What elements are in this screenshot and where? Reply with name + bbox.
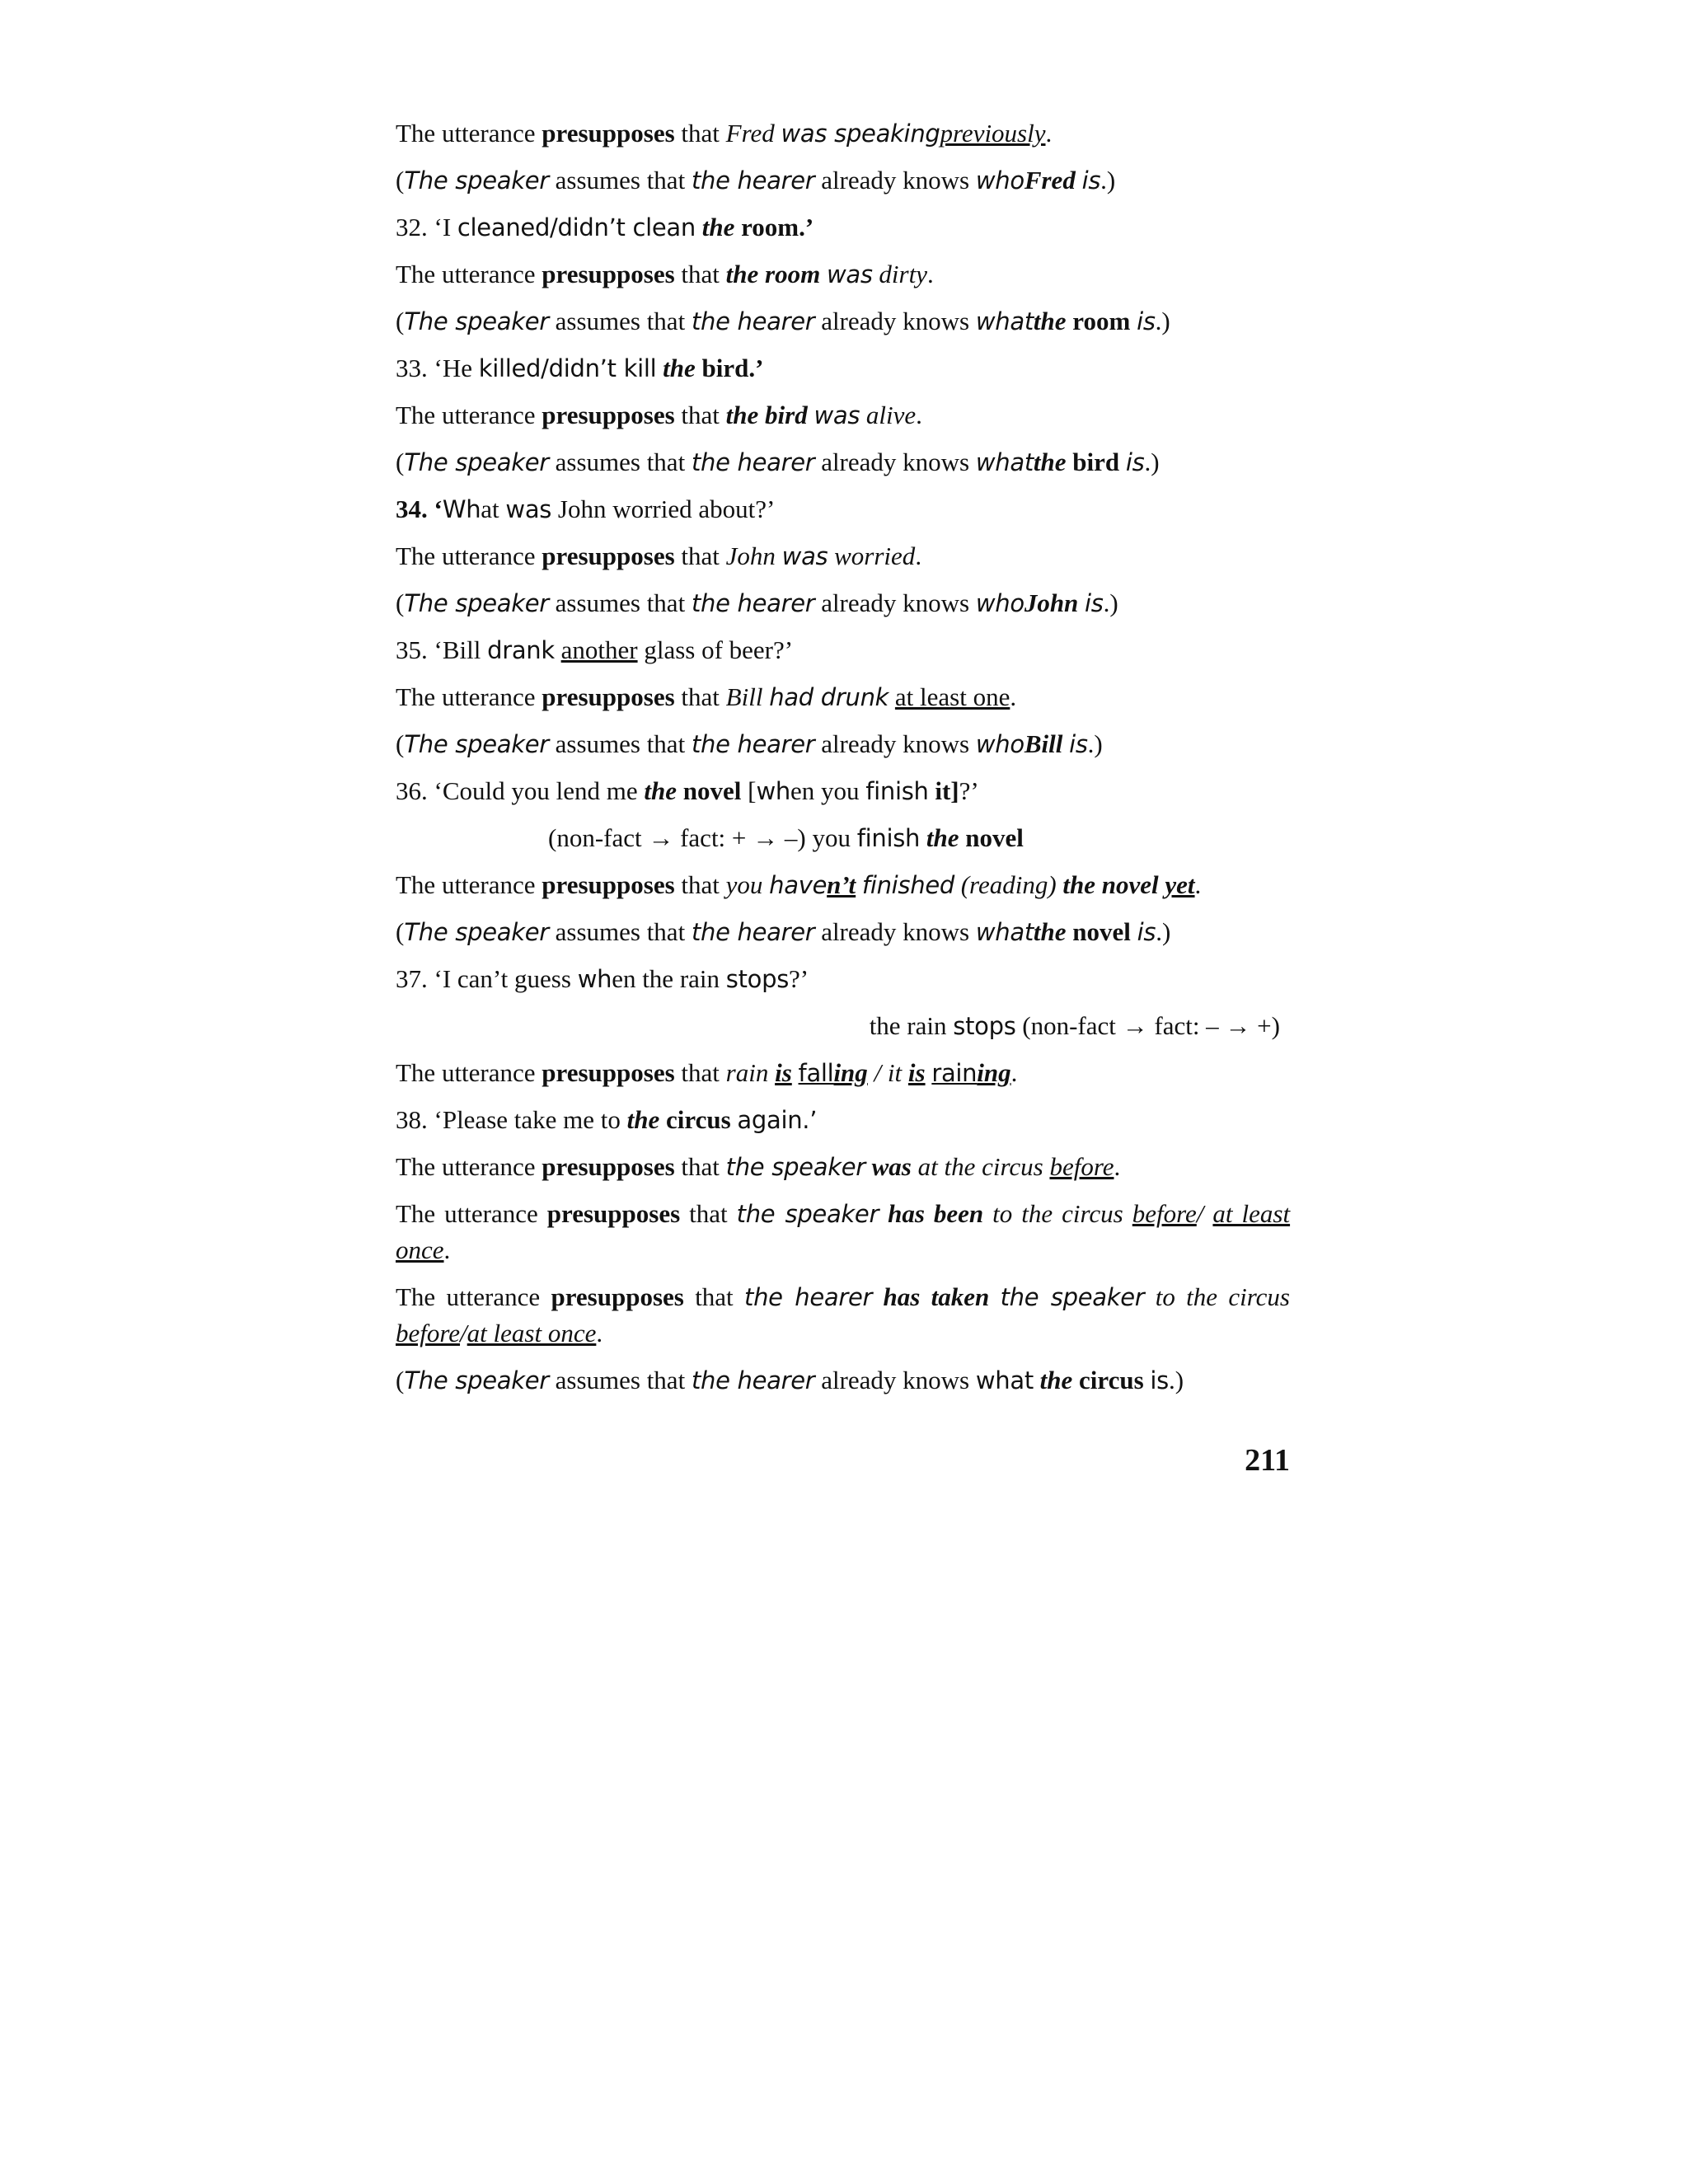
- text: .: [1114, 1152, 1121, 1181]
- text: .): [1155, 307, 1170, 335]
- text: .): [1169, 1366, 1184, 1394]
- text: was speaking: [781, 120, 940, 148]
- keyword-presupposes: presupposes: [542, 870, 675, 899]
- text: rain: [931, 1059, 978, 1087]
- text: dirty: [879, 260, 927, 288]
- text: the room: [725, 260, 821, 288]
- keyword-presupposes: presupposes: [542, 1058, 675, 1087]
- text: the hearer: [691, 448, 815, 476]
- example-33: [396, 350, 1290, 387]
- keyword-presupposes: presupposes: [542, 1152, 675, 1181]
- text: Fred: [1024, 166, 1076, 194]
- text: the: [663, 354, 696, 382]
- text: 32. ‘I: [396, 213, 452, 241]
- text: the hearer: [691, 918, 815, 946]
- text: is: [1150, 1366, 1169, 1394]
- text: bird: [701, 354, 749, 382]
- text: already knows: [821, 448, 970, 476]
- text: at least one: [894, 682, 1010, 711]
- text: already knows: [821, 729, 970, 758]
- text: drank: [487, 636, 555, 664]
- text: .: [1045, 119, 1053, 148]
- text: assumes that: [555, 166, 686, 194]
- text: .): [1087, 729, 1103, 758]
- text: the hearer: [691, 730, 815, 758]
- text: the hearer: [691, 166, 815, 194]
- text: is: [1137, 307, 1156, 335]
- text: the speaker: [1000, 1283, 1145, 1311]
- text: is: [1085, 589, 1104, 617]
- example-34: [396, 491, 1290, 527]
- keyword-presupposes: presupposes: [546, 1199, 681, 1228]
- text: The speaker: [404, 1366, 549, 1394]
- text: 35. ‘Bill: [396, 635, 481, 664]
- text: what: [975, 307, 1034, 335]
- text: room: [1072, 307, 1131, 335]
- text: that: [681, 119, 720, 148]
- text: .: [1010, 682, 1017, 711]
- text: the rain: [869, 1011, 947, 1040]
- text: John worried about?’: [557, 494, 776, 523]
- text: have: [769, 871, 828, 899]
- text: assumes that: [555, 448, 686, 476]
- text: The speaker: [404, 166, 549, 194]
- keyword-presupposes: presupposes: [542, 682, 675, 711]
- text: fall: [798, 1059, 834, 1087]
- text: at least once: [467, 1319, 597, 1347]
- text: what: [975, 1366, 1034, 1394]
- text: (non-fact → fact: + → –) you: [548, 823, 851, 852]
- text: that: [681, 1152, 720, 1181]
- page-body: [396, 115, 1290, 1409]
- text: .): [1103, 588, 1118, 617]
- text: already knows: [821, 588, 970, 617]
- text: before: [396, 1319, 461, 1347]
- presupposition-line: [396, 538, 1290, 574]
- text: the speaker: [725, 1153, 865, 1181]
- presupposition-line: [396, 256, 1290, 293]
- text: stops: [725, 965, 790, 993]
- text: cleaned/didn’t clean: [457, 213, 696, 241]
- text: The utterance: [396, 870, 536, 899]
- text: the: [1033, 307, 1067, 335]
- text: that: [681, 260, 720, 288]
- text: to the circus: [992, 1199, 1123, 1228]
- text: who: [975, 166, 1025, 194]
- text: previously: [940, 119, 1046, 148]
- example-38: [396, 1102, 1290, 1138]
- text: circus: [1079, 1366, 1144, 1394]
- text: already knows: [821, 1366, 970, 1394]
- text: the: [701, 213, 735, 241]
- text: (reading): [960, 870, 1057, 899]
- text: (: [396, 729, 405, 758]
- text: finish: [865, 777, 929, 805]
- presupposition-line: [396, 1196, 1290, 1268]
- text: was: [814, 401, 860, 429]
- text: the: [1039, 1366, 1073, 1394]
- text: what: [975, 918, 1034, 946]
- text: what: [975, 448, 1034, 476]
- example-36: [396, 773, 1290, 809]
- text: novel: [965, 823, 1024, 852]
- assumption-line: [396, 726, 1290, 762]
- text: that: [681, 870, 720, 899]
- text: .: [596, 1319, 603, 1347]
- text: /: [1196, 1199, 1204, 1228]
- keyword-presupposes: presupposes: [551, 1282, 684, 1311]
- text: 36. ‘Could you lend me: [396, 776, 638, 805]
- text: ing: [833, 1058, 868, 1087]
- text: already knows: [821, 307, 970, 335]
- text: .: [1010, 1058, 1018, 1087]
- text: before: [1049, 1152, 1114, 1181]
- keyword-presupposes: presupposes: [542, 260, 675, 288]
- text: John: [725, 541, 776, 570]
- presupposition-line: [396, 679, 1290, 715]
- text: novel: [1072, 917, 1131, 946]
- text: .): [1144, 448, 1160, 476]
- text: circus: [666, 1105, 731, 1134]
- assumption-line: [396, 444, 1290, 480]
- text: the hearer: [691, 307, 815, 335]
- text: it]: [935, 776, 959, 805]
- text: The speaker: [404, 448, 549, 476]
- presupposition-line: [396, 1149, 1290, 1185]
- text: the novel: [1062, 870, 1159, 899]
- text: assumes that: [555, 1366, 686, 1394]
- text: .’: [799, 213, 814, 241]
- text: assumes that: [555, 588, 686, 617]
- text: The utterance: [396, 1058, 536, 1087]
- text: before: [1132, 1199, 1197, 1228]
- assumption-line: [396, 914, 1290, 950]
- presupposition-line: [396, 397, 1290, 434]
- text: another: [560, 635, 638, 664]
- text: the: [1033, 917, 1067, 946]
- text: Bill: [725, 682, 763, 711]
- text: that: [681, 401, 720, 429]
- text: (: [396, 588, 405, 617]
- text: room: [741, 213, 799, 241]
- example-35: [396, 632, 1290, 668]
- text: is: [775, 1058, 792, 1087]
- text: .: [915, 541, 922, 570]
- text: the: [1033, 448, 1067, 476]
- text: 38. ‘Please take me to: [396, 1105, 621, 1134]
- presupposition-line: [396, 867, 1290, 903]
- text: John: [1024, 588, 1079, 617]
- text: en you: [790, 776, 860, 805]
- text: stops: [953, 1012, 1016, 1040]
- text: 33. ‘He: [396, 354, 472, 382]
- text: The speaker: [404, 307, 549, 335]
- text: assumes that: [555, 307, 686, 335]
- text: (: [396, 448, 405, 476]
- text: at least once: [396, 1199, 1291, 1264]
- text: The utterance: [396, 541, 536, 570]
- text: (: [396, 166, 405, 194]
- text: that: [695, 1282, 734, 1311]
- keyword-presupposes: presupposes: [542, 119, 675, 148]
- text: (: [396, 1366, 405, 1394]
- text: .): [1156, 917, 1171, 946]
- text: ing: [977, 1058, 1011, 1087]
- text: .: [926, 260, 934, 288]
- assumption-line: [396, 162, 1290, 199]
- text: bird: [1072, 448, 1120, 476]
- example-37: [396, 961, 1290, 997]
- text: The utterance: [396, 1152, 536, 1181]
- text: rain: [725, 1058, 769, 1087]
- text: at the circus: [917, 1152, 1043, 1181]
- text: the: [926, 823, 959, 852]
- text: The utterance: [396, 401, 536, 429]
- text: the hearer: [691, 1366, 815, 1394]
- text: was: [781, 542, 828, 570]
- text: /: [460, 1319, 467, 1347]
- text: Fred: [725, 119, 775, 148]
- text: .: [443, 1235, 451, 1264]
- text: The utterance: [396, 682, 536, 711]
- text: is: [1125, 448, 1145, 476]
- text: is: [907, 1058, 926, 1087]
- text: again.’: [737, 1106, 818, 1134]
- text: The utterance: [396, 1199, 538, 1228]
- text: is: [1137, 918, 1156, 946]
- assumption-line: [396, 585, 1290, 621]
- text: already knows: [821, 166, 970, 194]
- text: assumes that: [555, 917, 686, 946]
- text: glass of beer?’: [644, 635, 794, 664]
- text: is: [1069, 730, 1088, 758]
- text: had drunk: [769, 683, 889, 711]
- text: already knows: [821, 917, 970, 946]
- assumption-line: [396, 303, 1290, 340]
- text: who: [975, 589, 1025, 617]
- text: assumes that: [555, 729, 686, 758]
- text: that: [681, 1058, 720, 1087]
- text: the: [626, 1105, 660, 1134]
- text: Bill: [1024, 729, 1063, 758]
- text: The utterance: [396, 260, 536, 288]
- text: The speaker: [404, 730, 549, 758]
- text: The utterance: [396, 1282, 541, 1311]
- text: alive: [865, 401, 917, 429]
- text: wh: [756, 777, 790, 805]
- text: (: [396, 307, 405, 335]
- text: who: [975, 730, 1025, 758]
- text: yet: [1165, 870, 1195, 899]
- text: is: [1081, 166, 1101, 194]
- text: The utterance: [396, 119, 536, 148]
- text: en the rain: [612, 964, 720, 993]
- presupposition-line: [396, 1055, 1290, 1091]
- text: worried: [834, 541, 916, 570]
- text: .: [1194, 870, 1202, 899]
- text: (non-fact → fact: – → +): [1022, 1011, 1280, 1040]
- text: .): [1100, 166, 1116, 194]
- presupposition-line: [396, 115, 1290, 152]
- text: wh: [577, 965, 612, 993]
- text: .’: [748, 354, 764, 382]
- text: 34. ‘: [396, 494, 443, 523]
- text: you: [725, 870, 763, 899]
- text: was: [505, 495, 552, 523]
- keyword-presupposes: presupposes: [542, 401, 675, 429]
- text: the hearer: [744, 1283, 873, 1311]
- example-32: [396, 209, 1290, 246]
- page-number: 211: [1245, 1443, 1290, 1478]
- text: that: [689, 1199, 728, 1228]
- text: was: [826, 260, 873, 288]
- text: n’t: [827, 870, 856, 899]
- text: (: [396, 917, 405, 946]
- fact-note: [396, 1008, 1290, 1044]
- text: has taken: [883, 1282, 990, 1311]
- text: / it: [874, 1058, 903, 1087]
- text: killed/didn’t kill: [478, 354, 657, 382]
- text: 37. ‘I can’t guess: [396, 964, 571, 993]
- text: The speaker: [404, 589, 549, 617]
- text: has been: [888, 1199, 984, 1228]
- presupposition-line: [396, 1279, 1290, 1352]
- text: .: [916, 401, 922, 429]
- text: the hearer: [691, 589, 815, 617]
- text: that: [681, 682, 720, 711]
- text: was: [871, 1152, 912, 1181]
- text: Wh: [442, 495, 481, 523]
- text: the speaker: [736, 1200, 879, 1228]
- text: finished: [861, 871, 954, 899]
- text: to the circus: [1155, 1282, 1290, 1311]
- assumption-line: [396, 1362, 1290, 1399]
- text: ?’: [959, 776, 979, 805]
- text: ?’: [789, 964, 809, 993]
- text: finish: [856, 824, 921, 852]
- text: the bird: [725, 401, 808, 429]
- text: [: [748, 776, 757, 805]
- text: at: [481, 494, 499, 523]
- text: that: [681, 541, 720, 570]
- text: the: [644, 776, 677, 805]
- text: novel: [682, 776, 742, 805]
- text: The speaker: [404, 918, 549, 946]
- fact-note: [396, 820, 1290, 856]
- keyword-presupposes: presupposes: [542, 541, 675, 570]
